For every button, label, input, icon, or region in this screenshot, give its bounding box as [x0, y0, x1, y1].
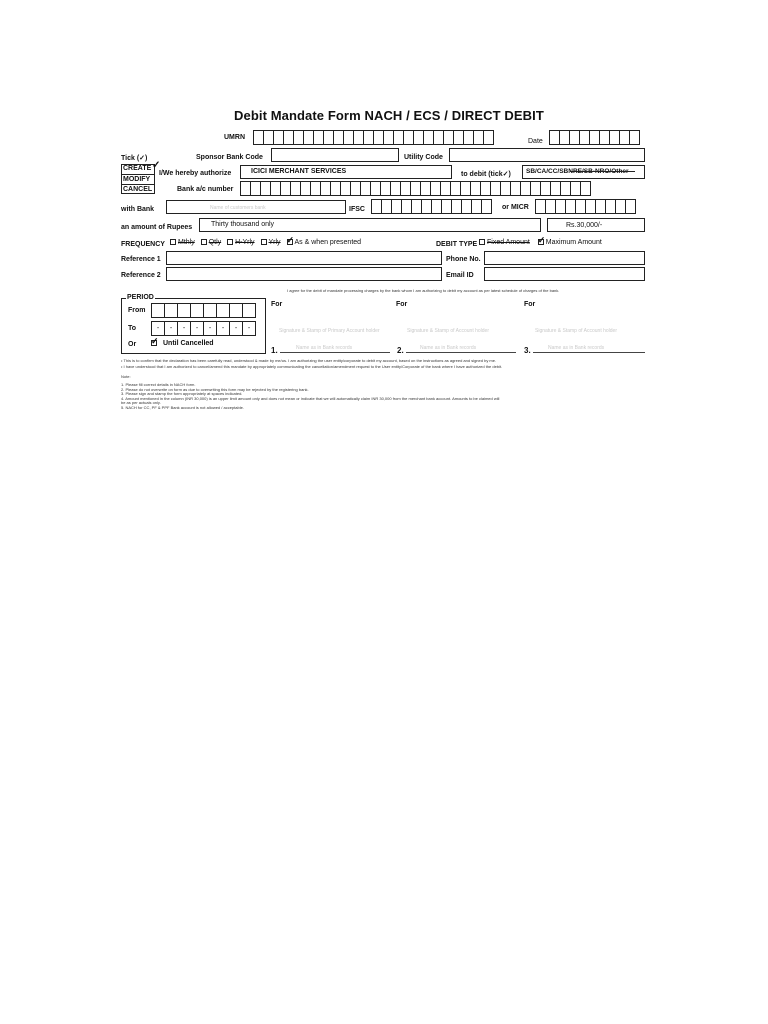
bank-account-number-field[interactable]: [240, 181, 590, 196]
option-divider: [121, 174, 155, 175]
frequency-qtly: Qtly: [208, 239, 222, 246]
option-cancel[interactable]: CANCEL: [123, 186, 153, 193]
signatory-1-num: 1.: [271, 346, 278, 355]
period-label: PERIOD: [127, 294, 154, 301]
frequency-hyrly-checkbox[interactable]: [227, 239, 233, 245]
amount-figures: Rs.30,000/-: [566, 222, 603, 229]
sponsor-bank-code-field[interactable]: [271, 148, 399, 162]
frequency-options: [170, 239, 361, 246]
for-label-3: For: [524, 301, 536, 308]
phone-label: Phone No.: [446, 256, 481, 263]
authorize-label: I/We hereby authorize: [159, 170, 232, 177]
micr-field[interactable]: [535, 199, 635, 214]
debit-type-maximum-checkbox[interactable]: [538, 239, 544, 245]
note-item: 1. Please fill correct details in NACH form.: [121, 382, 196, 387]
for-label-1: For: [271, 301, 283, 308]
date-label: Date: [528, 138, 543, 145]
signatory-2-name[interactable]: Name as in Bank records: [420, 345, 477, 351]
declaration-2: • I have understood that I am authorized to cancel/amend this mandate by appropriately communicating the cancellation/amendment request to the User entity/Corporate of the bank where I have authorized the debit.: [121, 364, 503, 369]
account-types-strike: [570, 171, 635, 172]
account-types: SB/CA/CC/SBNRE/SB-NRO/Other: [526, 168, 629, 175]
create-checkmark-icon: ✓: [152, 160, 161, 171]
tick-label: Tick (✓): [121, 155, 148, 162]
form-title: Debit Mandate Form NACH / ECS / DIRECT DEBIT: [234, 108, 544, 123]
until-cancelled-label: Until Cancelled: [163, 340, 214, 347]
signatory-2-line: [406, 352, 516, 353]
signatory-3-line: [533, 352, 645, 353]
for-label-2: For: [396, 301, 408, 308]
reference2-label: Reference 2: [121, 272, 161, 279]
note-label: Note:: [121, 374, 131, 379]
note-item: 2. Please do not overwrite on form as due to overwriting this form may be rejected by the registering bank.: [121, 386, 309, 392]
or-label: Or: [128, 341, 137, 348]
declaration-1: • This is to confirm that the declaration has been carefully read, understood & made by me/us. I am authorizing the user entity/corporate to debit my account, based on the instructions as agreed and signed by me.: [121, 358, 497, 363]
period-from-field[interactable]: [151, 303, 255, 318]
umrn-label: UMRN: [224, 134, 245, 141]
to-label: To: [128, 325, 137, 332]
frequency-mthly-checkbox[interactable]: [170, 239, 176, 245]
reference1-field[interactable]: [166, 251, 442, 265]
option-modify[interactable]: MODIFY: [123, 176, 151, 183]
frequency-as-when-checkbox[interactable]: [287, 239, 293, 245]
with-bank-label: with Bank: [121, 206, 155, 213]
bank-name-placeholder: Name of customers bank: [210, 205, 266, 211]
note-item: 5. NACH for CC, PF & PPF Bank account is not allowed / acceptable.: [121, 404, 244, 410]
frequency-yrly-checkbox[interactable]: [261, 239, 267, 245]
micr-label: or MICR: [502, 204, 529, 211]
signatory-2-num: 2.: [397, 346, 404, 355]
signatory-3-name[interactable]: Name as in Bank records: [548, 345, 605, 351]
option-create[interactable]: CREATE: [123, 165, 152, 172]
debit-type-label: DEBIT TYPE: [436, 241, 478, 248]
note-item: 4. Amount mentioned in the column (INR 30,000) is an upper limit amount only and does not mean or indicate that we will automatically claim INR 30,000 from the merchant bank account. Amounts to be claimed will: [121, 395, 500, 401]
phone-field[interactable]: [484, 251, 645, 265]
email-label: Email ID: [446, 272, 474, 279]
utility-code-label: Utility Code: [404, 154, 443, 161]
amount-words: Thirty thousand only: [211, 221, 275, 228]
ifsc-label: IFSC: [349, 206, 365, 213]
email-field[interactable]: [484, 267, 645, 281]
debit-type-options: [479, 239, 602, 246]
signatory-3-sign[interactable]: Signature & Stamp of Account holder: [535, 328, 617, 334]
ifsc-field[interactable]: [371, 199, 491, 214]
signatory-1-name[interactable]: Name as in Bank records: [296, 345, 353, 351]
until-cancelled-option: [151, 340, 214, 347]
debit-type-fixed: Fixed Amount: [487, 239, 530, 246]
debit-type-maximum: Maximum Amount: [545, 239, 602, 246]
utility-code-field[interactable]: [449, 148, 645, 162]
umrn-field[interactable]: [253, 130, 493, 145]
date-field[interactable]: [549, 130, 639, 145]
notes-list: [121, 383, 499, 411]
note-item: 3. Please sign and stamp the form appropriately at spaces indicated.: [121, 391, 243, 397]
period-to-field[interactable]: - - - - - - - -: [151, 321, 255, 336]
frequency-mthly: Mthly: [178, 239, 195, 246]
signatory-1-line: [280, 352, 390, 353]
frequency-label: FREQUENCY: [121, 241, 165, 248]
from-label: From: [128, 307, 146, 314]
until-cancelled-checkbox[interactable]: [151, 340, 157, 346]
debit-type-fixed-checkbox[interactable]: [479, 239, 485, 245]
signatory-3-num: 3.: [524, 346, 531, 355]
frequency-as-when: As & when presented: [294, 239, 362, 246]
reference1-label: Reference 1: [121, 256, 161, 263]
note-item: be as per actuals only.: [121, 400, 161, 406]
signatory-1-sign[interactable]: Signature & Stamp of Primary Account holder: [279, 328, 380, 334]
option-divider: [121, 184, 155, 185]
signatory-2-sign[interactable]: Signature & Stamp of Account holder: [407, 328, 489, 334]
amount-rupees-label: an amount of Rupees: [121, 224, 193, 231]
bank-ac-label: Bank a/c number: [177, 186, 234, 193]
frequency-hyrly: H-Yrly: [235, 239, 255, 246]
merchant-name: ICICI MERCHANT SERVICES: [251, 168, 347, 175]
reference2-field[interactable]: [166, 267, 442, 281]
frequency-yrly: Yrly: [268, 239, 281, 246]
sponsor-bank-code-label: Sponsor Bank Code: [196, 154, 263, 161]
to-debit-label: to debit (tick✓): [461, 171, 511, 178]
consent-text: I agree for the debit of mandate processing charges by the bank whom I am authorizing to debit my account as per latest schedule of charges of the bank.: [287, 288, 560, 293]
frequency-qtly-checkbox[interactable]: [201, 239, 207, 245]
